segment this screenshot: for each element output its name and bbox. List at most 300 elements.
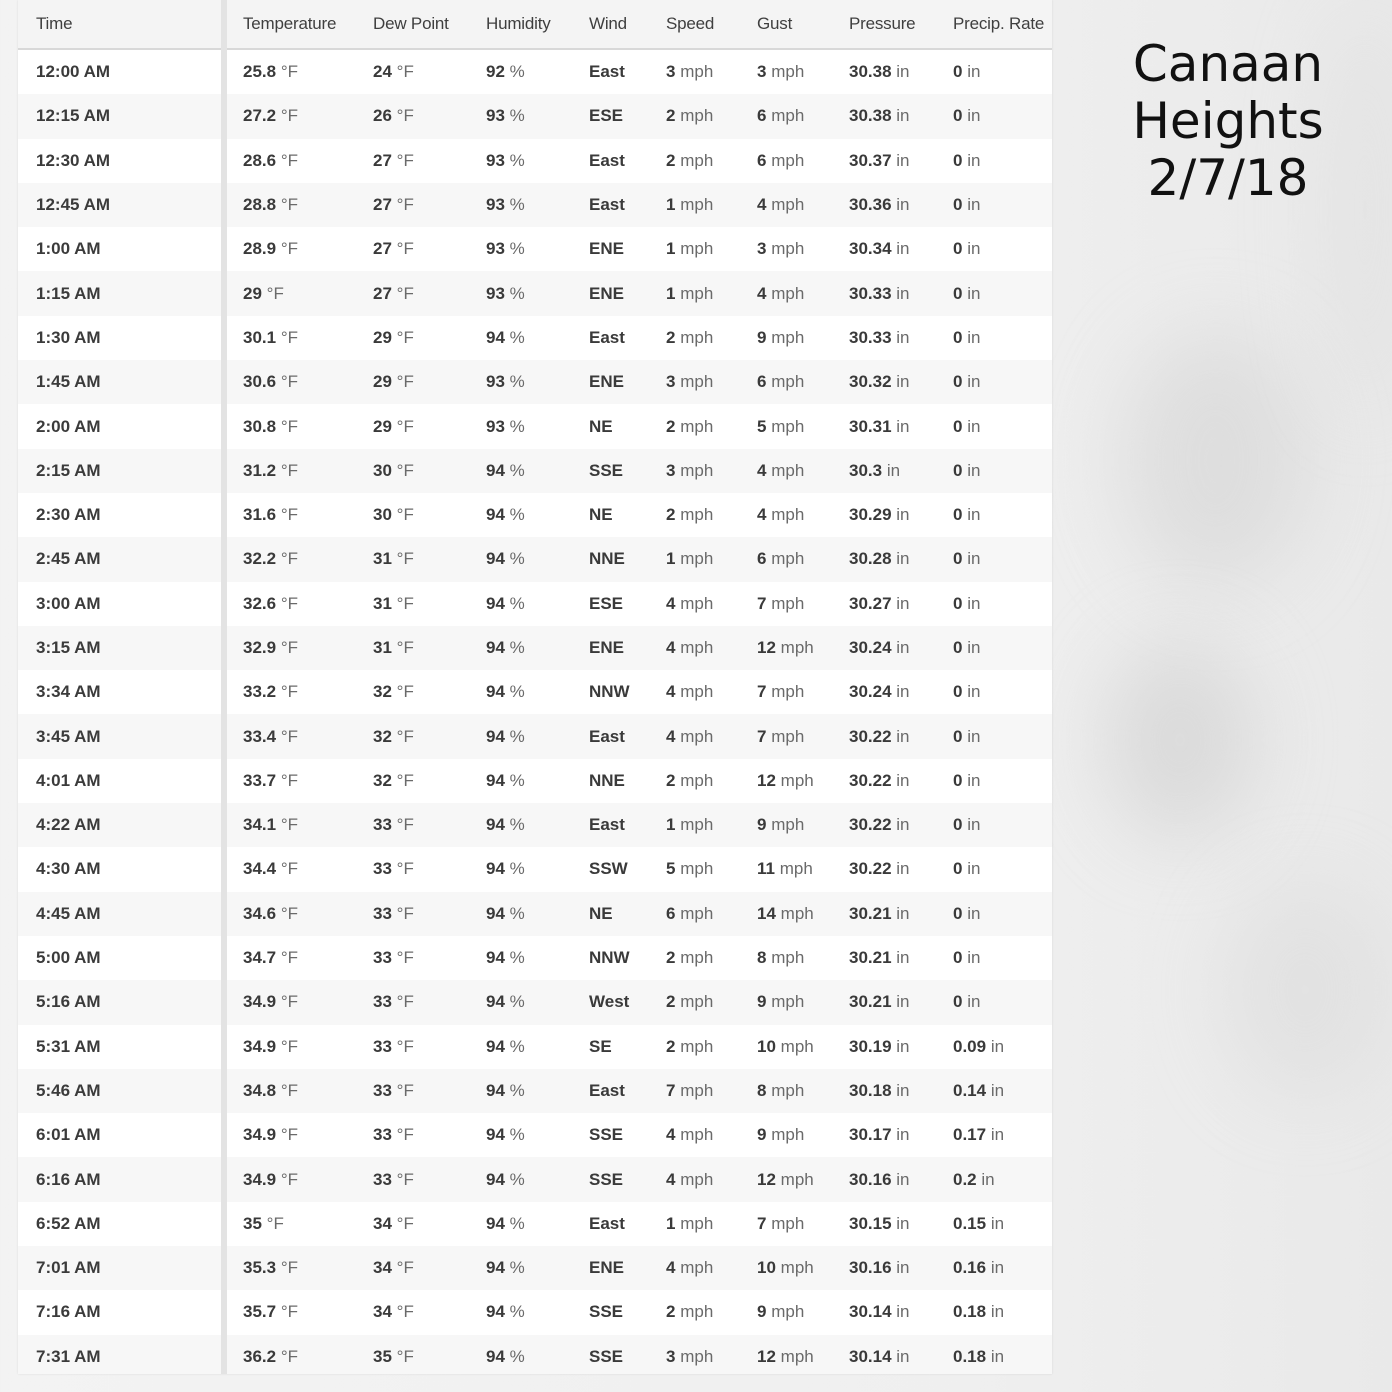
value-unit: mph [680,1036,714,1056]
value-unit: in [896,416,910,436]
value-unit: mph [771,460,805,480]
cell-pressure [833,183,937,227]
value-number: 4 [666,593,676,613]
table-row[interactable] [18,360,1052,404]
table-row[interactable] [18,1157,1052,1201]
cell-wind-speed [650,1025,741,1069]
value-number: 33 [373,859,392,879]
value-unit: % [509,1036,525,1056]
cell-temperature [224,626,357,670]
value-unit: mph [680,638,714,657]
value-number: 93 [486,150,505,170]
cell-humidity [470,582,573,626]
value-unit: °F [280,372,299,392]
column-header-temperature[interactable]: Temperature [224,0,357,49]
value-unit: in [967,682,981,702]
column-header-precip-rate[interactable]: Precip. Rate [937,0,1052,49]
value-number: 31 [373,593,392,613]
cell-wind-gust [741,936,833,980]
value-unit: in [896,992,910,1012]
cell-wind-direction [573,936,650,980]
value-unit: °F [396,327,414,347]
wind-direction-value: ENE [589,1258,624,1278]
value-unit: in [896,770,910,790]
value-number: 30.14 [849,1302,892,1322]
cell-dew-point [357,847,470,891]
wind-direction-value: NE [589,903,613,923]
value-unit: °F [396,1169,414,1189]
value-unit: mph [780,770,814,790]
value-number: 0 [953,372,963,392]
cell-wind-gust [741,404,833,448]
value-number: 30.14 [849,1346,892,1366]
cell-time: 2:15 AM [18,449,224,493]
value-number: 30.37 [849,150,892,170]
value-number: 6 [666,903,676,923]
value-number: 0 [953,327,963,347]
table-row[interactable] [18,1246,1052,1290]
value-unit: % [509,1258,525,1278]
value-number: 30.15 [849,1213,892,1233]
value-number: 7 [757,593,767,613]
cell-wind-speed [650,94,741,138]
cell-dew-point [357,1290,470,1334]
value-unit: °F [396,992,414,1012]
cell-wind-gust [741,49,833,94]
cell-wind-direction [573,537,650,581]
cell-precip-rate [937,537,1052,581]
cell-wind-gust [741,360,833,404]
cell-wind-gust [741,316,833,360]
value-unit: in [967,416,981,436]
cell-pressure [833,936,937,980]
value-number: 30.17 [849,1125,892,1145]
table-row[interactable] [18,1202,1052,1246]
table-row[interactable] [18,1025,1052,1069]
table-row[interactable] [18,537,1052,581]
table-row[interactable] [18,139,1052,183]
value-unit: mph [680,372,714,392]
background-blur [1120,330,1310,590]
wind-direction-value: East [589,1213,625,1233]
value-unit: °F [280,903,299,923]
value-number: 30.24 [849,682,892,702]
value-number: 30.18 [849,1080,892,1100]
cell-temperature [224,1202,357,1246]
value-unit: mph [680,1213,714,1233]
cell-humidity [470,49,573,94]
value-number: 34.7 [243,948,277,968]
cell-wind-gust [741,271,833,315]
value-number: 0 [953,638,963,657]
cell-precip-rate [937,1113,1052,1157]
cell-wind-gust [741,759,833,803]
cell-wind-gust [741,537,833,581]
value-unit: °F [280,815,299,835]
value-number: 32 [373,770,392,790]
value-unit: in [896,1169,910,1189]
table-row[interactable] [18,803,1052,847]
column-header-humidity[interactable]: Humidity [470,0,573,49]
cell-wind-direction [573,227,650,271]
value-unit: °F [280,150,299,170]
cell-wind-speed [650,803,741,847]
cell-humidity [470,847,573,891]
value-number: 14 [757,903,776,923]
value-number: 10 [757,1258,776,1278]
value-number: 3 [757,239,767,259]
column-header-pressure[interactable]: Pressure [833,0,937,49]
value-number: 27.2 [243,106,277,126]
caption-location-line-1: Canaan [1132,35,1324,93]
value-number: 0 [953,593,963,613]
table-row[interactable] [18,271,1052,315]
cell-wind-direction [573,1246,650,1290]
cell-precip-rate [937,316,1052,360]
value-unit: in [896,283,910,303]
value-unit: °F [396,549,414,569]
table-row[interactable] [18,626,1052,670]
column-header-dew-point[interactable]: Dew Point [357,0,470,49]
value-number: 4 [666,1169,676,1189]
value-unit: mph [771,327,805,347]
value-number: 2 [666,106,676,126]
value-unit: % [509,682,525,702]
value-number: 1 [666,239,676,259]
value-number: 1 [666,815,676,835]
table-row[interactable] [18,670,1052,714]
table-row[interactable] [18,847,1052,891]
cell-precip-rate [937,1069,1052,1113]
cell-wind-direction [573,493,650,537]
value-number: 30.6 [243,372,277,392]
value-number: 94 [486,549,505,569]
value-number: 30.22 [849,859,892,879]
value-unit: °F [396,859,414,879]
value-number: 7 [757,682,767,702]
cell-dew-point [357,1025,470,1069]
cell-wind-direction [573,582,650,626]
cell-humidity [470,316,573,360]
value-unit: in [967,549,981,569]
value-unit: mph [771,549,805,569]
value-number: 32 [373,726,392,746]
value-unit: % [509,726,525,746]
table-row[interactable] [18,493,1052,537]
cell-precip-rate [937,582,1052,626]
value-number: 29 [373,372,392,392]
value-unit: % [509,106,525,126]
value-unit: in [886,460,901,480]
value-unit: mph [680,948,714,968]
value-unit: in [990,1213,1005,1233]
cell-time: 3:00 AM [18,582,224,626]
column-header-speed[interactable]: Speed [650,0,741,49]
table-row[interactable] [18,980,1052,1024]
value-number: 30.24 [849,638,892,657]
table-row[interactable] [18,1335,1052,1374]
cell-pressure [833,139,937,183]
cell-precip-rate [937,271,1052,315]
cell-dew-point [357,626,470,670]
value-number: 9 [757,1302,767,1322]
value-number: 94 [486,593,505,613]
value-unit: °F [396,770,414,790]
value-unit: °F [396,948,414,968]
value-number: 34.1 [243,815,277,835]
cell-wind-gust [741,980,833,1024]
cell-precip-rate [937,892,1052,936]
caption-date: 2/7/18 [1147,149,1309,207]
cell-dew-point [357,582,470,626]
value-unit: % [509,372,525,392]
value-number: 30.36 [849,195,892,215]
value-number: 9 [757,815,767,835]
value-number: 94 [486,1346,505,1366]
cell-wind-gust [741,139,833,183]
value-number: 94 [486,948,505,968]
value-unit: °F [280,992,299,1012]
value-unit: in [967,150,981,170]
wind-direction-value: NE [589,505,613,525]
cell-time: 5:16 AM [18,980,224,1024]
value-number: 29 [373,416,392,436]
value-number: 4 [666,726,676,746]
value-unit: °F [396,460,414,480]
cell-time: 12:00 AM [18,49,224,94]
cell-wind-speed [650,139,741,183]
value-number: 30 [373,505,392,525]
wind-direction-value: NNE [589,549,625,569]
cell-wind-gust [741,183,833,227]
value-number: 4 [757,283,767,303]
cell-temperature [224,936,357,980]
wind-direction-value: SSE [589,1125,624,1145]
cell-temperature [224,1246,357,1290]
cell-time: 2:30 AM [18,493,224,537]
table-row[interactable] [18,449,1052,493]
value-number: 0.14 [953,1080,987,1100]
wind-direction-value: ENE [589,372,624,392]
cell-temperature [224,537,357,581]
value-unit: mph [680,416,714,436]
cell-dew-point [357,936,470,980]
value-unit: mph [771,1080,805,1100]
cell-wind-gust [741,1157,833,1201]
table-row[interactable] [18,227,1052,271]
value-unit: °F [396,416,414,436]
cell-wind-gust [741,892,833,936]
value-unit: mph [779,859,813,879]
value-unit: % [509,62,525,82]
value-unit: °F [280,1346,299,1366]
value-number: 7 [757,1213,767,1233]
value-number: 0.17 [953,1125,987,1145]
table-row[interactable] [18,183,1052,227]
cell-pressure [833,493,937,537]
cell-humidity [470,404,573,448]
cell-temperature [224,1069,357,1113]
column-header-gust[interactable]: Gust [741,0,833,49]
value-unit: °F [396,1346,414,1366]
cell-dew-point [357,360,470,404]
value-unit: % [509,638,525,657]
value-number: 35.3 [243,1258,277,1278]
value-unit: % [509,283,525,303]
cell-pressure [833,980,937,1024]
cell-dew-point [357,803,470,847]
value-number: 33 [373,1036,392,1056]
column-header-time[interactable]: Time [18,0,224,49]
wind-direction-value: SSW [589,859,628,879]
value-number: 0.18 [953,1302,987,1322]
value-number: 30.32 [849,372,892,392]
cell-pressure [833,404,937,448]
cell-time: 1:00 AM [18,227,224,271]
cell-wind-speed [650,1202,741,1246]
table-row[interactable] [18,1113,1052,1157]
cell-dew-point [357,759,470,803]
cell-wind-direction [573,626,650,670]
cell-temperature [224,980,357,1024]
value-unit: in [967,327,981,347]
table-row[interactable] [18,316,1052,360]
cell-precip-rate [937,1335,1052,1374]
table-row[interactable] [18,714,1052,758]
value-unit: % [509,549,525,569]
value-number: 0.18 [953,1346,987,1366]
cell-wind-gust [741,1290,833,1334]
value-unit: mph [680,283,714,303]
value-number: 35.7 [243,1302,277,1322]
value-unit: °F [280,1125,299,1145]
table-row[interactable] [18,759,1052,803]
value-unit: mph [680,1125,714,1145]
value-number: 0.2 [953,1169,977,1189]
value-unit: % [509,416,525,436]
column-header-wind[interactable]: Wind [573,0,650,49]
table-body [18,49,1052,1374]
value-unit: in [896,1213,910,1233]
value-number: 30.21 [849,948,892,968]
cell-wind-speed [650,537,741,581]
value-number: 9 [757,1125,767,1145]
value-number: 33.2 [243,682,277,702]
cell-time: 7:01 AM [18,1246,224,1290]
cell-precip-rate [937,1157,1052,1201]
cell-dew-point [357,1157,470,1201]
value-number: 94 [486,903,505,923]
value-number: 27 [373,150,392,170]
value-number: 4 [666,638,676,657]
cell-time: 4:01 AM [18,759,224,803]
value-number: 94 [486,1302,505,1322]
value-unit: mph [780,1258,814,1278]
cell-temperature [224,582,357,626]
value-number: 94 [486,460,505,480]
value-number: 30.16 [849,1258,892,1278]
value-number: 0 [953,726,963,746]
cell-temperature [224,803,357,847]
value-unit: in [967,948,981,968]
value-unit: °F [396,903,414,923]
table-row[interactable] [18,1290,1052,1334]
value-number: 31 [373,638,392,657]
cell-time: 5:00 AM [18,936,224,980]
value-unit: in [967,992,981,1012]
value-unit: °F [280,106,299,126]
value-number: 30.8 [243,416,277,436]
cell-time: 5:46 AM [18,1069,224,1113]
value-unit: °F [280,62,299,82]
cell-dew-point [357,1202,470,1246]
cell-humidity [470,271,573,315]
table-row[interactable] [18,1069,1052,1113]
value-unit: in [896,62,910,82]
table-row[interactable] [18,94,1052,138]
value-unit: mph [771,948,805,968]
value-number: 34 [373,1258,392,1278]
value-number: 3 [666,372,676,392]
table-row[interactable] [18,404,1052,448]
wind-direction-value: NE [589,416,613,436]
value-unit: mph [780,1036,814,1056]
value-unit: % [509,460,525,480]
value-number: 30.31 [849,416,892,436]
value-unit: mph [680,859,714,879]
cell-temperature [224,759,357,803]
value-number: 30.33 [849,283,892,303]
cell-humidity [470,227,573,271]
value-unit: °F [280,859,299,879]
table-row[interactable] [18,936,1052,980]
table-row[interactable] [18,49,1052,94]
cell-time: 12:30 AM [18,139,224,183]
value-number: 8 [757,1080,767,1100]
value-number: 3 [666,460,676,480]
value-number: 31.6 [243,505,277,525]
cell-wind-speed [650,316,741,360]
value-number: 1 [666,549,676,569]
value-number: 36.2 [243,1346,277,1366]
value-number: 30.3 [849,460,883,480]
value-unit: °F [280,416,299,436]
cell-wind-direction [573,1157,650,1201]
value-unit: in [896,682,910,702]
value-unit: mph [680,549,714,569]
cell-wind-speed [650,936,741,980]
value-number: 2 [666,992,676,1012]
value-unit: °F [396,239,414,259]
cell-humidity [470,94,573,138]
wind-direction-value: NNW [589,948,630,968]
cell-wind-direction [573,1113,650,1157]
value-unit: in [990,1125,1005,1145]
wind-direction-value: ENE [589,239,624,259]
value-number: 0 [953,770,963,790]
cell-temperature [224,493,357,537]
value-number: 3 [666,62,676,82]
background-blur [1220,880,1390,1100]
value-number: 30.38 [849,106,892,126]
cell-pressure [833,1202,937,1246]
value-unit: mph [680,903,714,923]
value-unit: in [990,1080,1005,1100]
value-unit: °F [280,549,299,569]
table-row[interactable] [18,582,1052,626]
wind-direction-value: ENE [589,638,624,657]
table-row[interactable] [18,892,1052,936]
